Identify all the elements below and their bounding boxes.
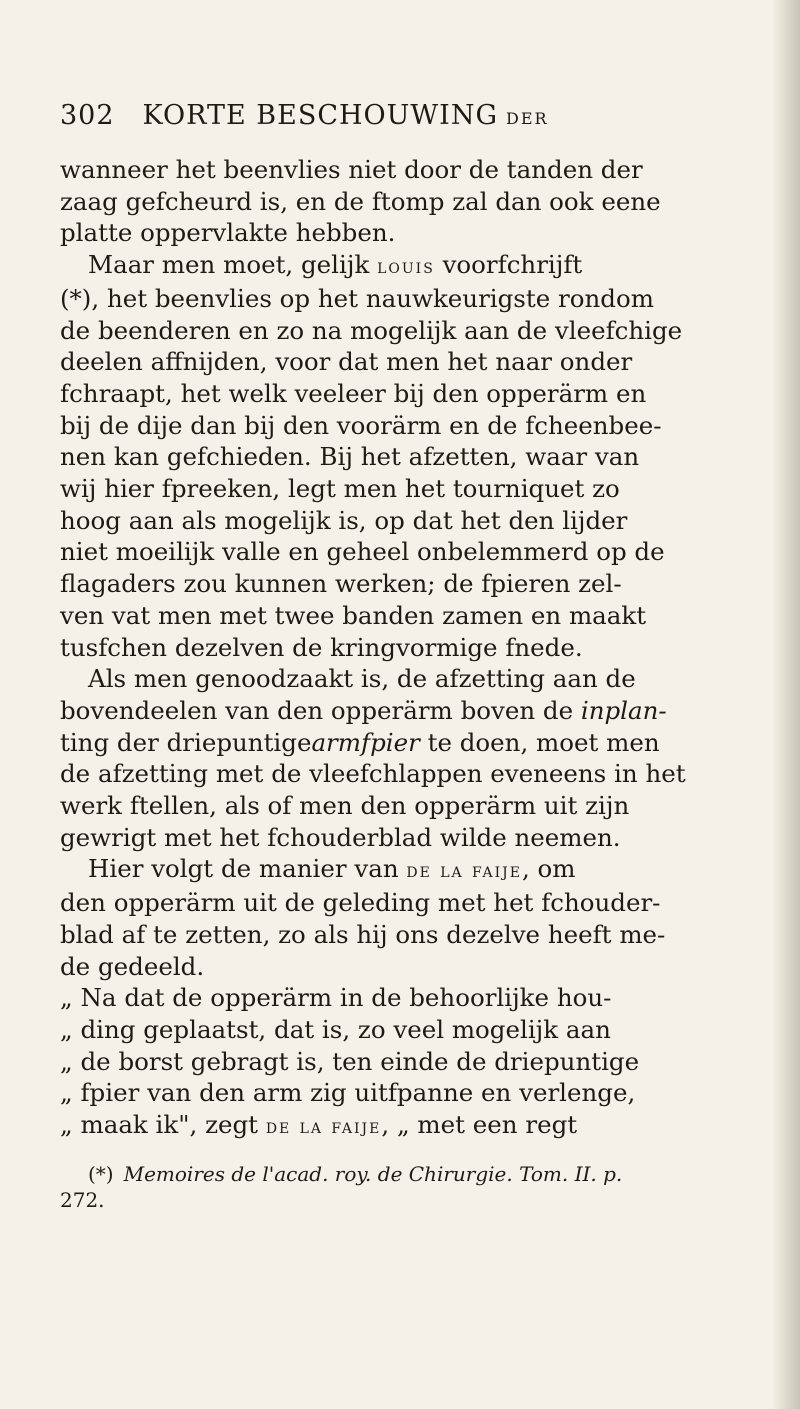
body-text [60,154,740,1143]
footnote [60,1161,740,1213]
running-head [60,100,740,144]
text-line: Maar men moet, gelijk [88,250,370,280]
text-line: wanneer het beenvlies niet door de tanden der [60,155,643,184]
text-line: de beenderen en zo na mogelijk aan de vleefchige [60,315,683,345]
text-line: nen kan gefchieden. Bij het afzetten, waar van [60,442,640,472]
text-line: deelen affnijden, voor dat men het naar onder [60,347,633,377]
text-line: (*), het beenvlies op het nauwkeurigste rondom [60,283,654,313]
paragraph-2 [60,249,740,663]
text-line: „ fpier van den arm zig uitfpanne en verlenge, [60,1078,636,1108]
footnote-citation: Memoires de l'acad. roy. de Chirurgie. Tom. II. p. [123,1161,623,1186]
text-line: bovendeelen van den opperärm boven de [60,695,574,725]
text-line: , om [521,854,576,884]
author-name: louis [377,254,435,279]
running-title: KORTE BESCHOUWING [142,100,499,131]
text-line: de gedeeld. [60,951,205,981]
footnote-page: 272. [60,1187,105,1212]
text-line: „ ding geplaatst, dat is, zo veel mogelijk aan [60,1014,611,1044]
text-line: , „ met een regt [381,1110,578,1140]
text-line: werk ftellen, als of men den opperärm uit zijn [60,791,630,821]
text-line: Hier volgt de manier van [88,854,399,884]
text-line: ven vat men met twee banden zamen en maakt [60,600,647,630]
text-line: flagaders zou kunnen werken; de fpieren zel- [60,569,622,599]
text-line: fchraapt, het welk veeleer bij den opperärm en [60,378,647,408]
text-line: platte oppervlakte hebben. [60,218,396,248]
text-line: voorfchrijft [434,250,583,280]
paragraph-3 [60,663,740,853]
author-name: de la faije [265,1114,382,1139]
text-line: Als men genoodzaakt is, de afzetting aan de [88,664,636,694]
paragraph-5-quotation [60,982,740,1143]
text-line: zaag gefcheurd is, en de ftomp zal dan ook eene [60,186,661,216]
paragraph-1 [60,154,740,249]
book-page [60,100,740,1213]
italic-term: inplan- [573,695,667,725]
page-edge-shadow [772,0,800,1409]
text-line: tusfchen dezelven de kringvormige fnede. [60,632,583,662]
text-line: te doen, moet men [419,727,660,757]
text-line: gewrigt met het fchouderblad wilde neemen. [60,822,621,852]
page-number: 302 [60,100,115,131]
text-line: „ Na dat de opperärm in de behoorlijke hou- [60,983,612,1013]
italic-term: armfpier [311,727,420,757]
text-line: ting der driepuntige [60,727,312,757]
text-line: den opperärm uit de geleding met het fchouder- [60,888,661,918]
text-line: blad af te zetten, zo als hij ons dezelve heeft me- [60,919,666,949]
text-line: niet moeilijk valle en geheel onbelemmerd op de [60,537,665,567]
text-line: „ maak ik", zegt [60,1110,259,1140]
text-line: hoog aan als mogelijk is, op dat het den lijder [60,505,628,535]
running-title-small: DER [506,109,549,128]
paragraph-4 [60,853,740,982]
text-line: „ de borst gebragt is, ten einde de driepuntige [60,1046,640,1076]
footnote-marker: (*) [88,1161,114,1186]
text-line: de afzetting met de vleefchlappen eveneens in het [60,759,686,789]
text-line: bij de dije dan bij den voorärm en de fcheenbee- [60,410,662,440]
text-line: wij hier fpreeken, legt men het tourniquet zo [60,474,620,504]
author-name: de la faije [406,858,522,883]
